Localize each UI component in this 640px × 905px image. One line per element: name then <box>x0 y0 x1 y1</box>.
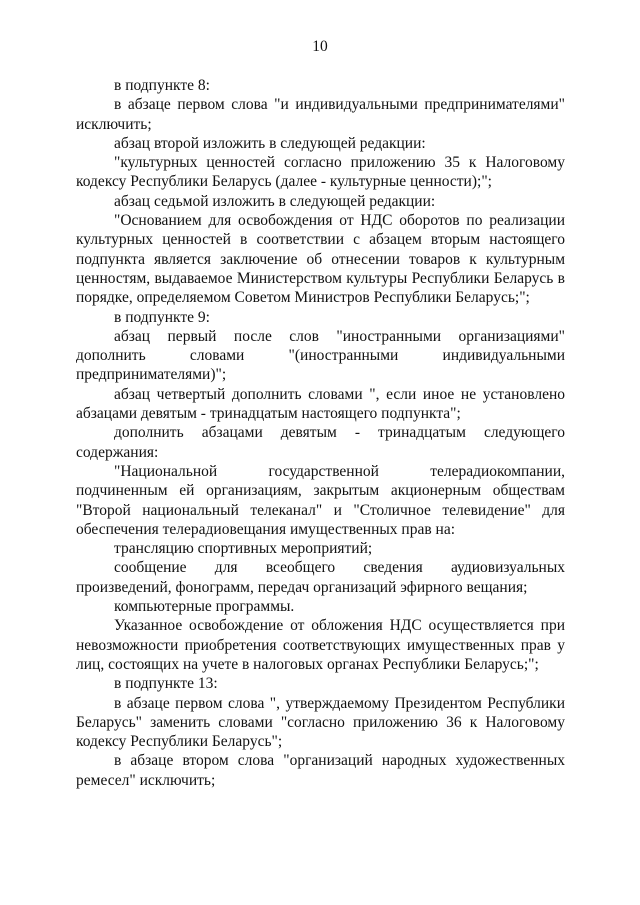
paragraph-list-item: сообщение для всеобщего сведения аудиовизуальных произведений, фонограмм, передач организаций эфирного вещания; <box>76 559 565 596</box>
paragraph-list-item: компьютерные программы. <box>114 598 295 616</box>
paragraph-subpoint-9-heading: в подпункте 9: <box>114 308 210 326</box>
paragraph: абзац седьмой изложить в следующей редакции: <box>114 192 436 210</box>
paragraph: в абзаце первом слова "и индивидуальными предпринимателями" исключить; <box>76 96 565 133</box>
paragraph-subpoint-13-heading: в подпункте 13: <box>114 675 218 693</box>
paragraph-list-item: трансляцию спортивных мероприятий; <box>114 540 373 558</box>
paragraph: Указанное освобождение от обложения НДС осуществляется при невозможности приобретения соответствующих имущественных прав у лиц, состоящих на учете в налоговых органах Республики Беларусь;"; <box>76 617 565 673</box>
paragraph-subpoint-8-heading: в подпункте 8: <box>114 77 210 94</box>
page-number: 10 <box>312 38 328 55</box>
paragraph-quote: "Основанием для освобождения от НДС оборотов по реализации культурных ценностей в соответствии с абзацем вторым настоящего подпункта является заключение об отнесении товаров к культурным ценностям, выдаваемое Министерством культуры Республики Беларусь в порядке, определяемом Советом Министров Республики Беларусь;"; <box>76 212 565 307</box>
paragraph: в абзаце первом слова ", утверждаемому Президентом Республики Беларусь" заменить словами "согласно приложению 36 к Налоговому кодексу Республики Беларусь"; <box>76 694 565 751</box>
paragraph: абзац четвертый дополнить словами ", если иное не установлено абзацами девятым - тринадцатым настоящего подпункта"; <box>76 385 565 423</box>
document-body <box>76 76 565 790</box>
paragraph: абзац первый после слов "иностранными организациями" дополнить словами "(иностранными индивидуальными предпринимателями)"; <box>76 327 565 384</box>
paragraph-quote: "культурных ценностей согласно приложению 35 к Налоговому кодексу Республики Беларусь (далее - культурные ценности);"; <box>76 154 565 191</box>
paragraph: в абзаце втором слова "организаций народных художественных ремесел" исключить; <box>76 752 565 789</box>
paragraph-quote: "Национальной государственной телерадиокомпании, подчиненным ей организациям, закрытым акционерным обществам "Второй национальный телеканал" и "Столичное телевидение" для обеспечения телерадиовещания имущественных прав на: <box>76 462 565 538</box>
paragraph: абзац второй изложить в следующей редакции: <box>114 134 426 152</box>
paragraph: дополнить абзацами девятым - тринадцатым следующего содержания: <box>76 424 565 461</box>
